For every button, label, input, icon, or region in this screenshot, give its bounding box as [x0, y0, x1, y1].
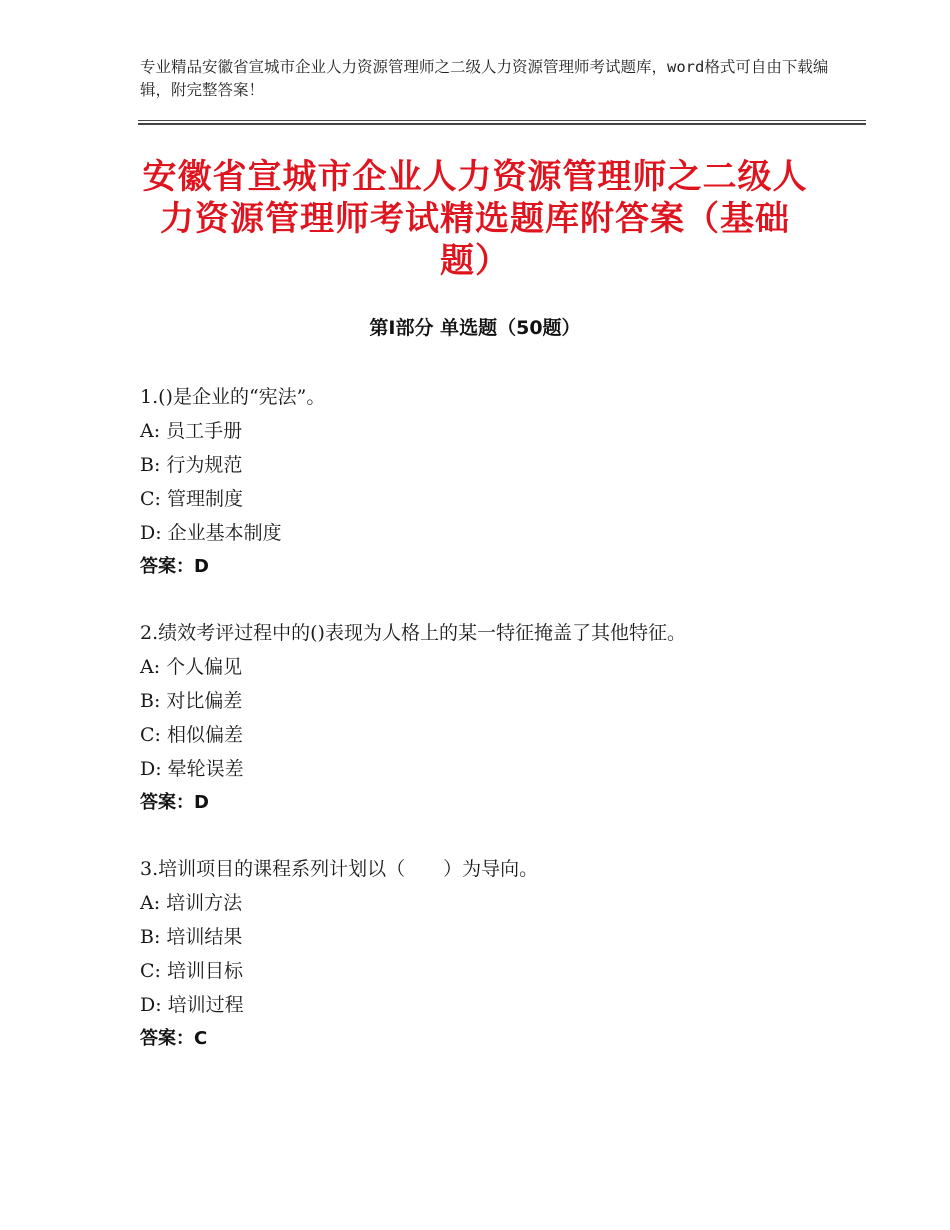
answer-line: 答案：C [140, 1028, 208, 1049]
option-c: C: 培训目标 [140, 960, 243, 982]
question-stem: 3.培训项目的课程系列计划以（ ）为导向。 [140, 858, 539, 880]
section-title: 第Ⅰ部分 单选题（50题） [369, 317, 581, 339]
option-a: A: 员工手册 [140, 420, 243, 442]
option-b: B: 行为规范 [140, 454, 243, 476]
question-item [140, 380, 860, 584]
header-note: 专业精品安徽省宣城市企业人力资源管理师之二级人力资源管理师考试题库，word格式可自由下载编辑，附完整答案！ [140, 58, 829, 99]
question-stem: 1.()是企业的“宪法”。 [140, 386, 326, 408]
option-b: B: 对比偏差 [140, 690, 243, 712]
question-list [140, 380, 860, 1088]
answer-line: 答案：D [140, 792, 209, 813]
option-a: A: 培训方法 [140, 892, 243, 914]
question-item [140, 852, 860, 1056]
question-stem: 2.绩效考评过程中的()表现为人格上的某一特征掩盖了其他特征。 [140, 622, 686, 644]
option-a: A: 个人偏见 [140, 656, 243, 678]
header-divider [138, 120, 866, 125]
answer-line: 答案：D [140, 556, 209, 577]
option-b: B: 培训结果 [140, 926, 243, 948]
option-c: C: 管理制度 [140, 488, 243, 510]
option-d: D: 企业基本制度 [140, 522, 282, 544]
option-d: D: 培训过程 [140, 994, 244, 1016]
question-item [140, 616, 860, 820]
option-c: C: 相似偏差 [140, 724, 243, 746]
document-title: 安徽省宣城市企业人力资源管理师之二级人力资源管理师考试精选题库附答案（基础题） [142, 157, 808, 281]
option-d: D: 晕轮误差 [140, 758, 244, 780]
